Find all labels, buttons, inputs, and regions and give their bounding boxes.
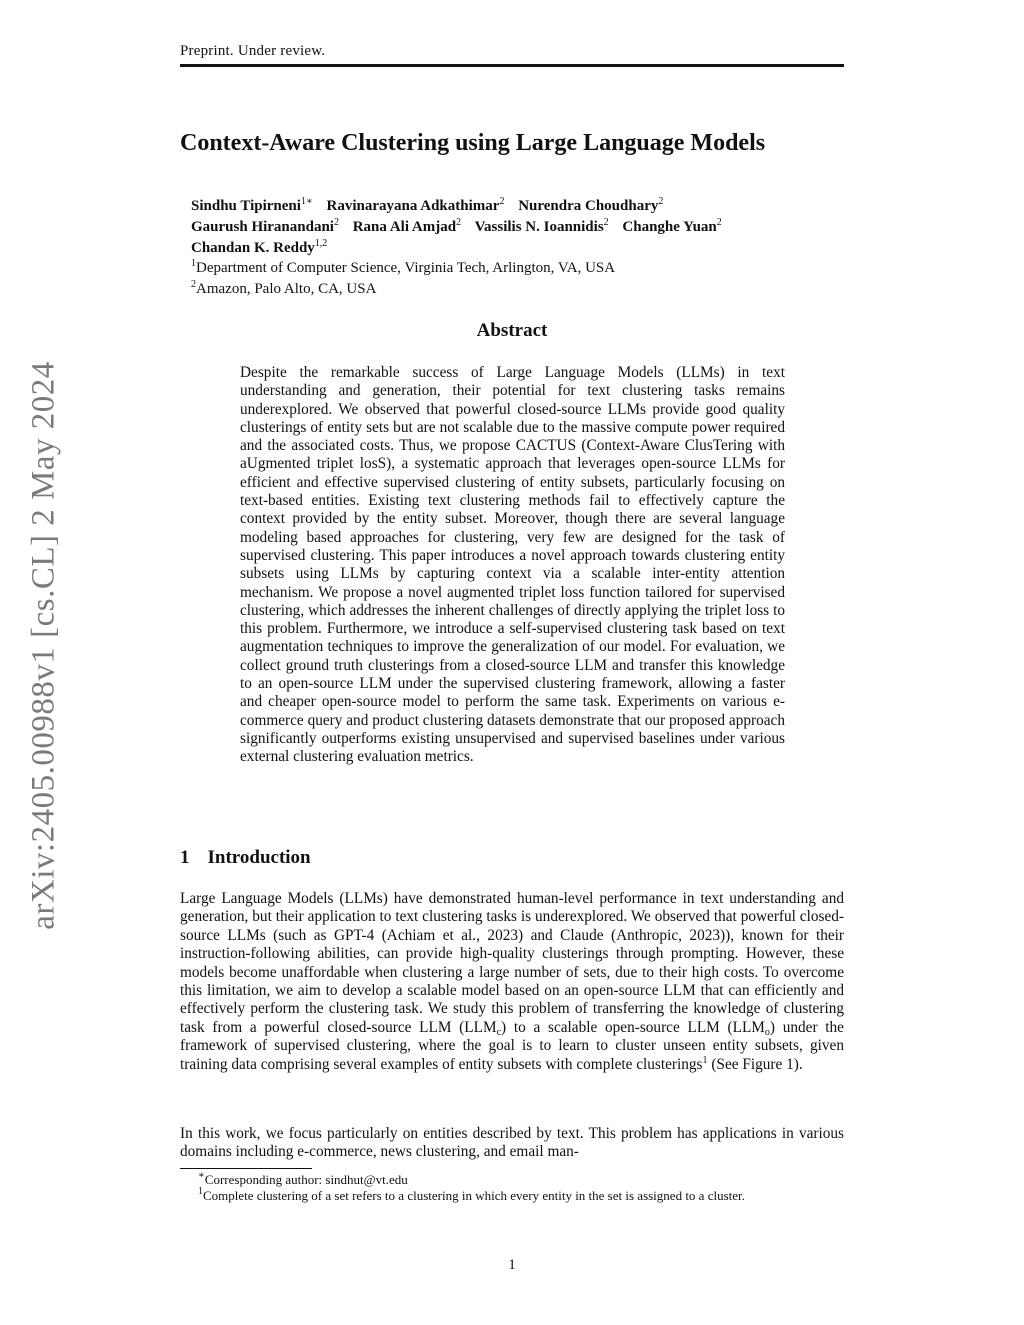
- paper-title: Context-Aware Clustering using Large Language Models: [180, 130, 766, 156]
- affiliations: [191, 258, 615, 300]
- introduction-paragraph-1: Large Language Models (LLMs) have demonstrated human-level performance in text understanding and generation, but their application to text clustering tasks is underexplored. We observed that powerful closed-source LLMs (such as GPT-4 (Achiam et al., 2023) and Claude (Anthropic, 2023)), known for their instruction-following abilities, can provide high-quality clusterings through prompting. However, these models become unaffordable when clustering a large number of sets, due to their high costs. To overcome this limitation, we aim to develop a scalable model based on an open-source LLM that can efficiently and effectively perform the clustering task. We study this problem of transferring the knowledge of clustering task from a powerful closed-source LLM $(LLM_c)$ to a scalable open-source LLM $(LLM_o)$ under the framework of supervised clustering, where the goal is to learn to cluster unseen entity subsets, given training data comprising several examples of entity subsets with complete clusterings$^1$ (See Figure 1).: [180, 890, 844, 1073]
- section-title: Introduction: [207, 847, 311, 868]
- affiliation: $^1$Department of Computer Science, Virginia Tech, Arlington, VA, USA: [191, 258, 616, 276]
- section-heading-introduction: [180, 847, 311, 869]
- footnote: ∗Corresponding author: sindhut@vt.edu: [198, 1170, 408, 1187]
- author: Chandan K. Reddy$^{1,2}$: [191, 238, 328, 256]
- arxiv-stamp: [14, 355, 74, 935]
- author: Gaurush Hiranandani$^2$: [191, 217, 339, 235]
- header-rule: [180, 64, 844, 67]
- footnotes: [180, 1172, 844, 1204]
- author: Rana Ali Amjad$^2$: [352, 217, 462, 235]
- section-number: 1: [180, 847, 190, 868]
- arxiv-stamp-text: arXiv:2405.00988v1 [cs.CL] 2 May 2024: [25, 360, 62, 930]
- abstract-text: Despite the remarkable success of Large Language Models (LLMs) in text understanding and generation, their potential for text clustering tasks remains underexplored. We observed that powerful closed-source LLMs provide good quality clusterings of entity sets but are not scalable due to the massive compute power required and the associated costs. Thus, we propose CACTUS (Context-Aware ClusTering with aUgmented triplet losS), a systematic approach that leverages open-source LLMs for efficient and effective supervised clustering of entity subsets, particularly focusing on text-based entities. Existing text clustering methods fail to effectively capture the context provided by the entity subset. Moreover, though there are several language modeling based approaches for clustering, very few are designed for the task of supervised clustering. This paper introduces a novel approach towards clustering entity subsets using LLMs by capturing context via a scalable inter-entity attention mechanism. We propose a novel augmented triplet loss function tailored for supervised clustering, which addresses the inherent challenges of directly applying the triplet loss to this problem. Furthermore, we introduce a self-supervised clustering task based on text augmentation techniques to improve the generalization of our model. For evaluation, we collect ground truth clusterings from a closed-source LLM and transfer this knowledge to an open-source LLM under the supervised clustering framework, allowing a faster and cheaper open-source model to perform the same task. Experiments on various e-commerce query and product clustering datasets demonstrate that our proposed approach significantly outperforms existing unsupervised and supervised baselines under various external clustering evaluation metrics.: [240, 364, 785, 766]
- footnote: $^1$Complete clustering of a set refers to a clustering in which every entity in the set is assigned to a cluster.: [198, 1186, 745, 1203]
- page-number: 1: [508, 1257, 516, 1273]
- author: Sindhu Tipirneni$^{1∗}$: [191, 196, 313, 214]
- footnote-rule: [180, 1168, 312, 1169]
- introduction-paragraph-2: In this work, we focus particularly on entities described by text. This problem has applications in various domains including e-commerce, news clustering, and email man-: [180, 1125, 844, 1161]
- author: Ravinarayana Adkathimar$^2$: [326, 196, 505, 214]
- running-header: Preprint. Under review.: [180, 43, 326, 59]
- author: Nurendra Choudhary$^2$: [518, 196, 664, 214]
- author: Vassilis N. Ioannidis$^2$: [474, 217, 609, 235]
- author-list: [191, 196, 732, 259]
- footnote-ref: 1: [702, 1054, 708, 1066]
- author: Changhe Yuan$^2$: [622, 217, 722, 235]
- abstract-heading: Abstract: [476, 320, 548, 341]
- affiliation: $^2$Amazon, Palo Alto, CA, USA: [191, 279, 377, 297]
